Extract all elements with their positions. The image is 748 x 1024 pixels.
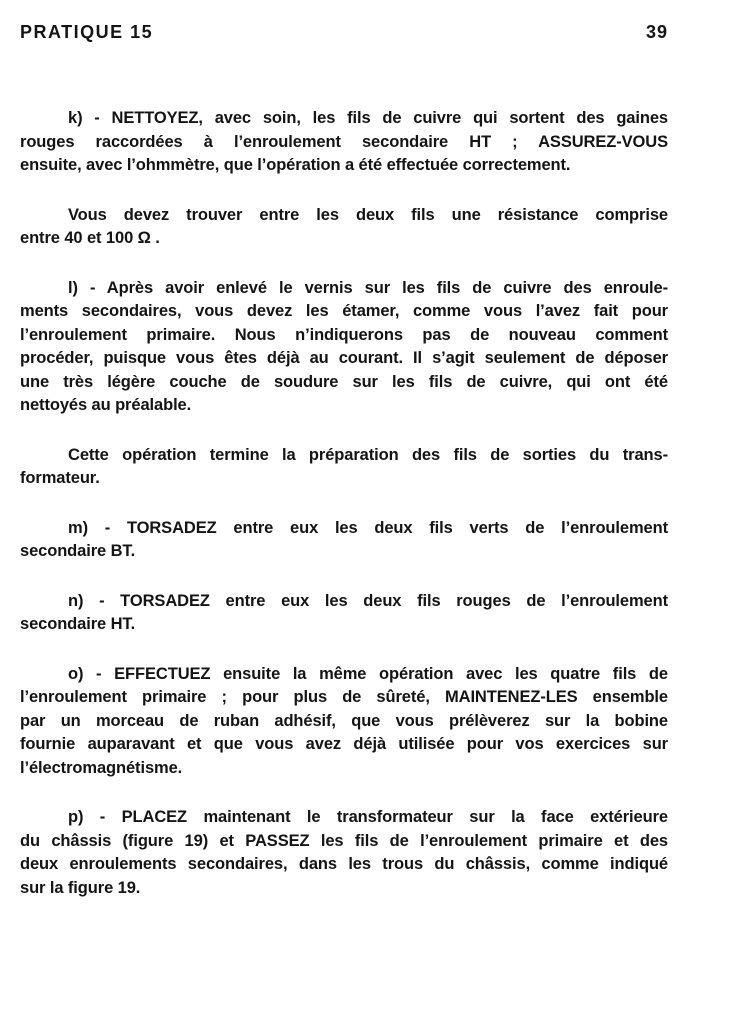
text-line: m) - TORSADEZ entre eux les deux fils verts de l’enroulement [68,518,668,537]
text-line: k) - NETTOYEZ, avec soin, les fils de cuivre qui sortent des gaines [68,109,668,127]
text-line: procéder, puisque vous êtes déjà au courant. Il s’agit seulement de déposer [20,349,668,367]
text-line: par un morceau de ruban adhésif, que vous prélèverez sur la bobine [20,711,668,730]
text-line: sur la figure 19. [20,878,141,897]
text-line: o) - EFFECTUEZ ensuite la même opération avec les quatre fils de [68,664,668,683]
text-line: ensuite, avec l’ohmmètre, que l’opération a été effectuée correctement. [20,156,571,174]
text-line: fournie auparavant et que vous avez déjà utilisée pour vos exercices sur [20,735,668,753]
paragraph [20,444,668,491]
text-line: nettoyés au préalable. [20,396,192,414]
paragraph-m [20,517,668,564]
paragraph-l [20,277,668,418]
text-line: entre 40 et 100 Ω . [20,229,160,247]
text-line: n) - TORSADEZ entre eux les deux fils rouges de l’enroulement [68,591,668,610]
paragraph-k [20,107,668,178]
page-header [0,0,748,43]
text-line: formateur. [20,469,100,487]
text-line: l’enroulement primaire. Nous n’indiquerons pas de nouveau comment [20,325,668,344]
text-line: l’enroulement primaire ; pour plus de sûreté, MAINTENEZ-LES ensemble [20,688,668,706]
document-body [20,107,668,900]
text-line: l’électromagnétisme. [20,758,183,777]
text-line: une très légère couche de soudure sur les fils de cuivre, qui ont été [20,372,668,391]
text-line: ments secondaires, vous devez les étamer, comme vous l’avez fait pour [20,302,668,320]
page-number: 39 [645,22,668,42]
text-line: du châssis (figure 19) et PASSEZ les fils de l’enroulement primaire et des [20,831,668,850]
text-line: l) - Après avoir enlevé le vernis sur les fils de cuivre des enroule- [68,278,668,297]
paragraph [20,204,668,251]
text-line: Cette opération termine la préparation des fils de sorties du trans- [68,445,668,464]
text-line: secondaire BT. [20,542,136,560]
paragraph-p [20,806,668,900]
paragraph-o [20,663,668,781]
text-line: secondaire HT. [20,615,136,633]
text-line: rouges raccordées à l’enroulement secondaire HT ; ASSUREZ-VOUS [20,132,668,151]
text-line: Vous devez trouver entre les deux fils une résistance comprise [68,205,668,224]
text-line: p) - PLACEZ maintenant le transformateur sur la face extérieure [68,808,668,826]
text-line: deux enroulements secondaires, dans les trous du châssis, comme indiqué [20,855,668,873]
page-header-title: PRATIQUE 15 [20,22,154,42]
paragraph-n [20,590,668,637]
